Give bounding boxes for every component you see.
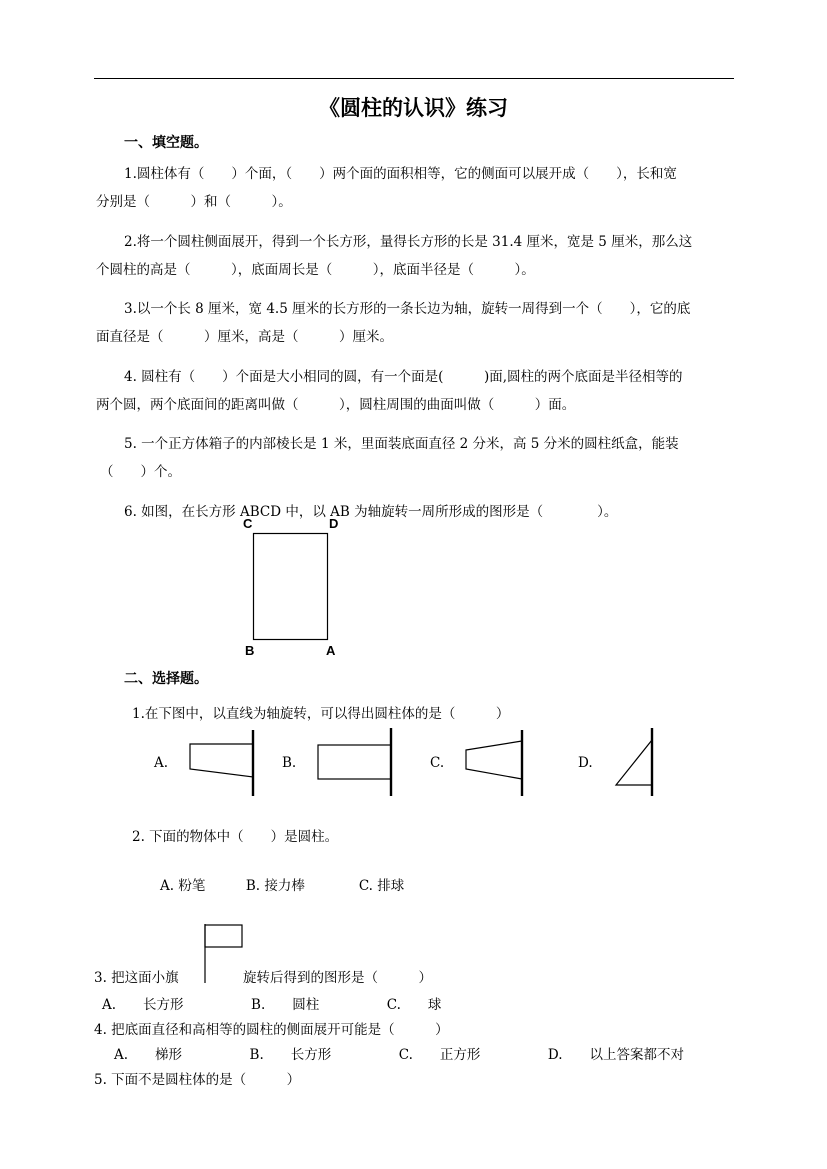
s2-q1-text: 1.在下图中，以直线为轴旋转，可以得出圆柱体的是（ ）: [132, 706, 510, 722]
q2-line1: 2.将一个圆柱侧面展开，得到一个长方形，量得长方形的长是 31.4 厘米，宽是 5 厘米，那么这: [124, 234, 693, 250]
q2-line2: 个圆柱的高是（ ），底面周长是（ ），底面半径是（ ）。: [96, 262, 535, 278]
label-d: D: [329, 516, 339, 531]
s2-q3-suffix: 旋转后得到的图形是（ ）: [243, 970, 432, 986]
label-b: B: [245, 643, 255, 658]
s2-q5-text: 5. 下面不是圆柱体的是（ ）: [94, 1072, 301, 1088]
q5-line1: 5. 一个正方体箱子的内部棱长是 1 米，里面装底面直径 2 分米，高 5 分米的圆柱纸盒，能装: [124, 436, 679, 452]
s2-q3-prefix: 3. 把这面小旗: [94, 970, 179, 986]
label-c: C: [243, 516, 253, 531]
option-d-label: D.: [578, 755, 593, 771]
section2-heading: 二、选择题。: [124, 671, 208, 687]
s2-q4-text: 4. 把底面直径和高相等的圆柱的侧面展开可能是（ ）: [94, 1022, 449, 1038]
s2-q4-options: A. 梯形 B. 长方形 C. 正方形 D. 以上答案都不对: [114, 1047, 685, 1063]
q1-line2: 分别是（ ）和（ ）。: [96, 194, 292, 210]
section1-heading: 一、填空题。: [124, 135, 208, 151]
s2-q2-options: A. 粉笔 B. 接力棒 C. 排球: [160, 878, 405, 894]
s2-q3-options: A. 长方形 B. 圆柱 C. 球: [102, 997, 442, 1013]
q6-text: 6. 如图，在长方形 ABCD 中，以 AB 为轴旋转一周所形成的图形是（ ）。: [124, 504, 618, 520]
q4-line1: 4. 圆柱有（ ）个面是大小相同的圆，有一个面是( )面,圆柱的两个底面是半径相等的: [124, 369, 683, 385]
q3-line2: 面直径是（ ）厘米，高是（ ）厘米。: [96, 329, 393, 345]
option-c-label: C.: [430, 755, 445, 771]
option-a-label: A.: [154, 755, 169, 771]
page-title: 《圆柱的认识》练习: [319, 95, 508, 120]
s2-q2-text: 2. 下面的物体中（ ）是圆柱。: [132, 829, 339, 845]
option-b-label: B.: [282, 755, 297, 771]
q1-line1: 1.圆柱体有（ ）个面，（ ）两个面的面积相等，它的侧面可以展开成（ ），长和宽: [124, 166, 677, 182]
label-a: A: [326, 643, 336, 658]
q4-line2: 两个圆，两个底面间的距离叫做（ ），圆柱周围的曲面叫做（ ）面。: [96, 397, 576, 413]
q5-line2: （ ）个。: [100, 464, 181, 480]
q3-line1: 3.以一个长 8 厘米，宽 4.5 厘米的长方形的一条长边为轴，旋转一周得到一个（ ），它的底: [124, 301, 691, 317]
